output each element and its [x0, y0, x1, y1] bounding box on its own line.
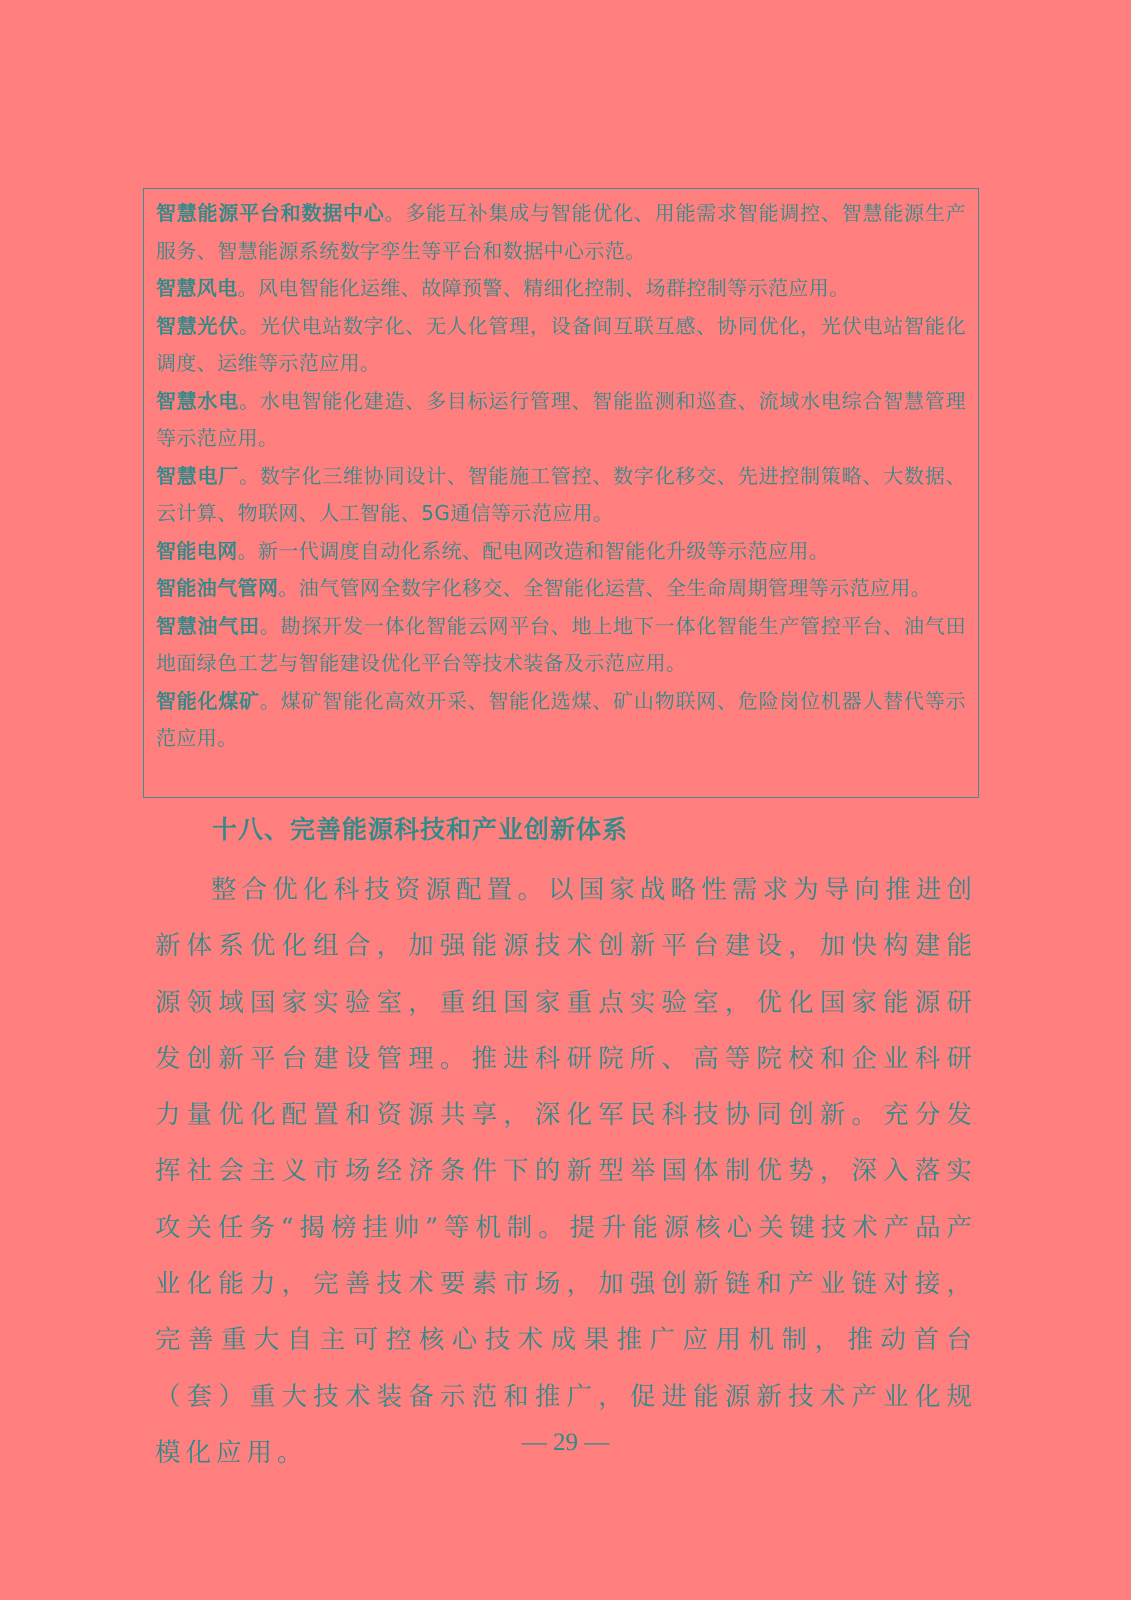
box-item-grid: [156, 533, 966, 571]
box-item-text: 。光伏电站数字化、无人化管理，设备间互联互感、协同优化，光伏电站智能化调度、运维等示范应用。: [156, 313, 967, 375]
box-item-term: 智慧电厂: [156, 463, 240, 488]
box-item-text: 。勘探开发一体化智能云网平台、地上地下一体化智能生产管控平台、油气田地面绿色工艺与智能建设优化平台等技术装备及示范应用。: [156, 613, 967, 675]
box-item-term: 智能电网: [156, 538, 238, 563]
box-item-pv: [156, 308, 966, 383]
box-item-wind: [156, 270, 966, 308]
box-item-coal-mine: [156, 683, 966, 758]
box-item-pipeline: [156, 570, 966, 608]
box-item-oilfield: [156, 608, 966, 683]
box-item-term: 智慧油气田: [156, 613, 260, 638]
demonstration-box: [143, 188, 979, 798]
box-item-text: 。水电智能化建造、多目标运行管理、智能监测和巡查、流域水电综合智慧管理等示范应用。: [156, 388, 967, 450]
box-item-term: 智慧能源平台和数据中心: [156, 201, 385, 225]
body-paragraph: 整合优化科技资源配置。以国家战略性需求为导向推进创新体系优化组合，加强能源技术创新平台建设，加快构建能源领域国家实验室，重组国家重点实验室，优化国家能源研发创新平台建设管理。推进科研院所、高等院校和企业科研力量优化配置和资源共享，深化军民科技协同创新。充分发挥社会主义市场经济条件下的新型举国体制优势，深入落实攻关任务“揭榜挂帅”等机制。提升能源核心关键技术产品产业化能力，完善技术要素市场，加强创新链和产业链对接，完善重大自主可控核心技术成果推广应用机制，推动首台（套）重大技术装备示范和推广，促进能源新技术产业化规模化应用。: [155, 875, 977, 1468]
box-item-energy-platform: [156, 195, 966, 270]
box-item-text: 。煤矿智能化高效开采、智能化选煤、矿山物联网、危险岗位机器人替代等示范应用。: [156, 688, 967, 750]
box-item-text: 。风电智能化运维、故障预警、精细化控制、场群控制等示范应用。: [237, 276, 850, 300]
box-item-text: 。多能互补集成与智能优化、用能需求智能调控、智慧能源生产服务、智慧能源系统数字孪生等平台和数据中心示范。: [156, 201, 967, 263]
section-heading: 十八、完善能源科技和产业创新体系: [212, 815, 629, 844]
box-item-term: 智慧水电: [156, 388, 240, 413]
box-item-text: 。油气管网全数字化移交、全智能化运营、全生命周期管理等示范应用。: [278, 576, 932, 600]
box-item-term: 智能化煤矿: [156, 688, 260, 713]
box-item-hydro: [156, 383, 966, 458]
box-item-term: 智慧风电: [156, 276, 238, 300]
box-item-term: 智能油气管网: [156, 576, 279, 600]
page-number: — 29 —: [521, 1429, 610, 1456]
box-item-text: 。新一代调度自动化系统、配电网改造和智能化升级等示范应用。: [237, 538, 830, 563]
box-item-text: 。数字化三维协同设计、智能施工管控、数字化移交、先进控制策略、大数据、云计算、物联网、人工智能、5G通信等示范应用。: [156, 463, 967, 525]
box-item-term: 智慧光伏: [156, 313, 240, 338]
box-item-power-plant: [156, 458, 966, 533]
